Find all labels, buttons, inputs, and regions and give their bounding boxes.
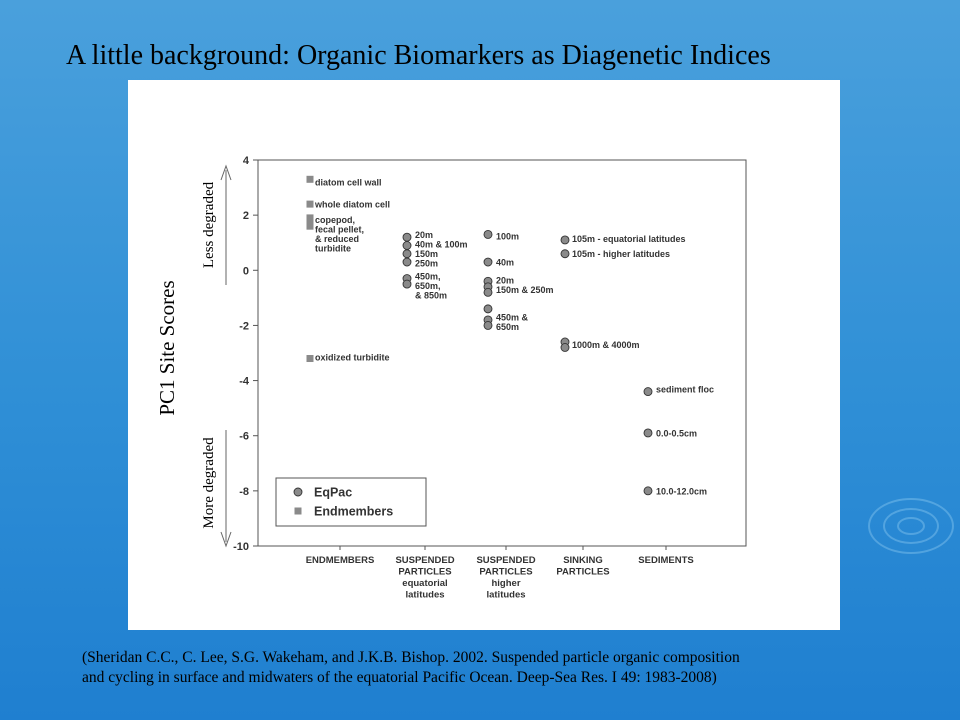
eqpac-point-3 [403,258,411,266]
point-annotation-10: 105m - equatorial latitudes [572,234,686,245]
citation-line-1: (Sheridan C.C., C. Lee, S.G. Wakeham, and J.K.B. Bishop. 2002. Suspended particle organic composition [82,649,740,666]
legend-marker-eqpac [294,488,302,496]
eqpac-point-6 [484,230,492,238]
legend-label-1: Endmembers [314,504,394,519]
point-annotation-5: 450m, 650m, & 850m [415,271,448,301]
slide-title: A little background: Organic Biomarkers as Diagenetic Indices [66,40,771,71]
endmember-point-1 [307,201,314,208]
x-tick-label-1: SUSPENDED PARTICLES equatorial latitudes [395,555,455,601]
legend-marker-endmembers [295,508,302,515]
point-annotation-0: diatom cell wall [315,177,382,188]
eqpac-point-15 [561,250,569,258]
point-annotation-13: sediment floc [656,384,715,395]
endmember-point-4 [307,223,314,230]
ripple-decoration-inner [897,517,925,535]
eqpac-point-0 [403,233,411,241]
point-annotation-11: 105m - higher latitudes [572,249,671,260]
eqpac-point-7 [484,258,492,266]
y-tick-label-2: 0 [242,265,249,278]
y-tick-label-5: -6 [239,430,249,443]
point-annotation-6: 100m [496,231,520,242]
eqpac-point-20 [644,487,652,495]
eqpac-point-17 [561,343,569,351]
x-tick-label-0: ENDMEMBERS [305,555,375,566]
point-annotation-3: oxidized turbidite [315,352,390,363]
chart-panel [128,80,840,630]
point-annotation-9: 450m & 650m [496,312,529,333]
eqpac-point-1 [403,241,411,249]
y-axis-title: PC1 Site Scores [155,280,179,416]
citation-line-2: and cycling in surface and midwaters of the equatorial Pacific Ocean. Deep-Sea Res. I 49: 1983-2008) [82,669,717,686]
x-tick-label-4: SEDIMENTS [638,555,694,566]
endmember-point-5 [307,355,314,362]
citation [82,648,902,688]
more-degraded-label: More degraded [201,437,217,529]
eqpac-point-10 [484,288,492,296]
point-annotation-8: 20m 150m & 250m [496,275,554,295]
x-tick-label-2: SUSPENDED PARTICLES higher latitudes [476,555,536,601]
endmember-point-0 [307,176,314,183]
point-annotation-14: 0.0-0.5cm [656,428,698,439]
pc1-scatter-chart [128,80,840,630]
less-degraded-label: Less degraded [201,181,217,269]
eqpac-point-5 [403,280,411,288]
y-tick-label-7: -10 [233,541,249,553]
eqpac-point-19 [644,429,652,437]
eqpac-point-18 [644,388,652,396]
eqpac-point-13 [484,321,492,329]
eqpac-point-14 [561,236,569,244]
y-tick-label-1: 2 [242,210,249,223]
y-tick-label-3: -2 [239,320,249,333]
y-tick-label-4: -4 [239,375,249,388]
eqpac-point-2 [403,250,411,258]
point-annotation-12: 1000m & 4000m [572,340,640,351]
point-annotation-15: 10.0-12.0cm [656,486,708,497]
eqpac-point-11 [484,305,492,313]
x-tick-label-3: SINKING PARTICLES [556,555,610,578]
point-annotation-7: 40m [496,257,515,268]
legend-label-0: EqPac [314,485,353,500]
point-annotation-1: whole diatom cell [315,199,391,210]
point-annotation-4: 20m 40m & 100m 150m 250m [415,229,468,269]
y-tick-label-6: -8 [239,485,249,498]
y-tick-label-0: 4 [242,155,249,167]
point-annotation-2: copepod, fecal pellet, & reduced turbidite [315,214,365,254]
